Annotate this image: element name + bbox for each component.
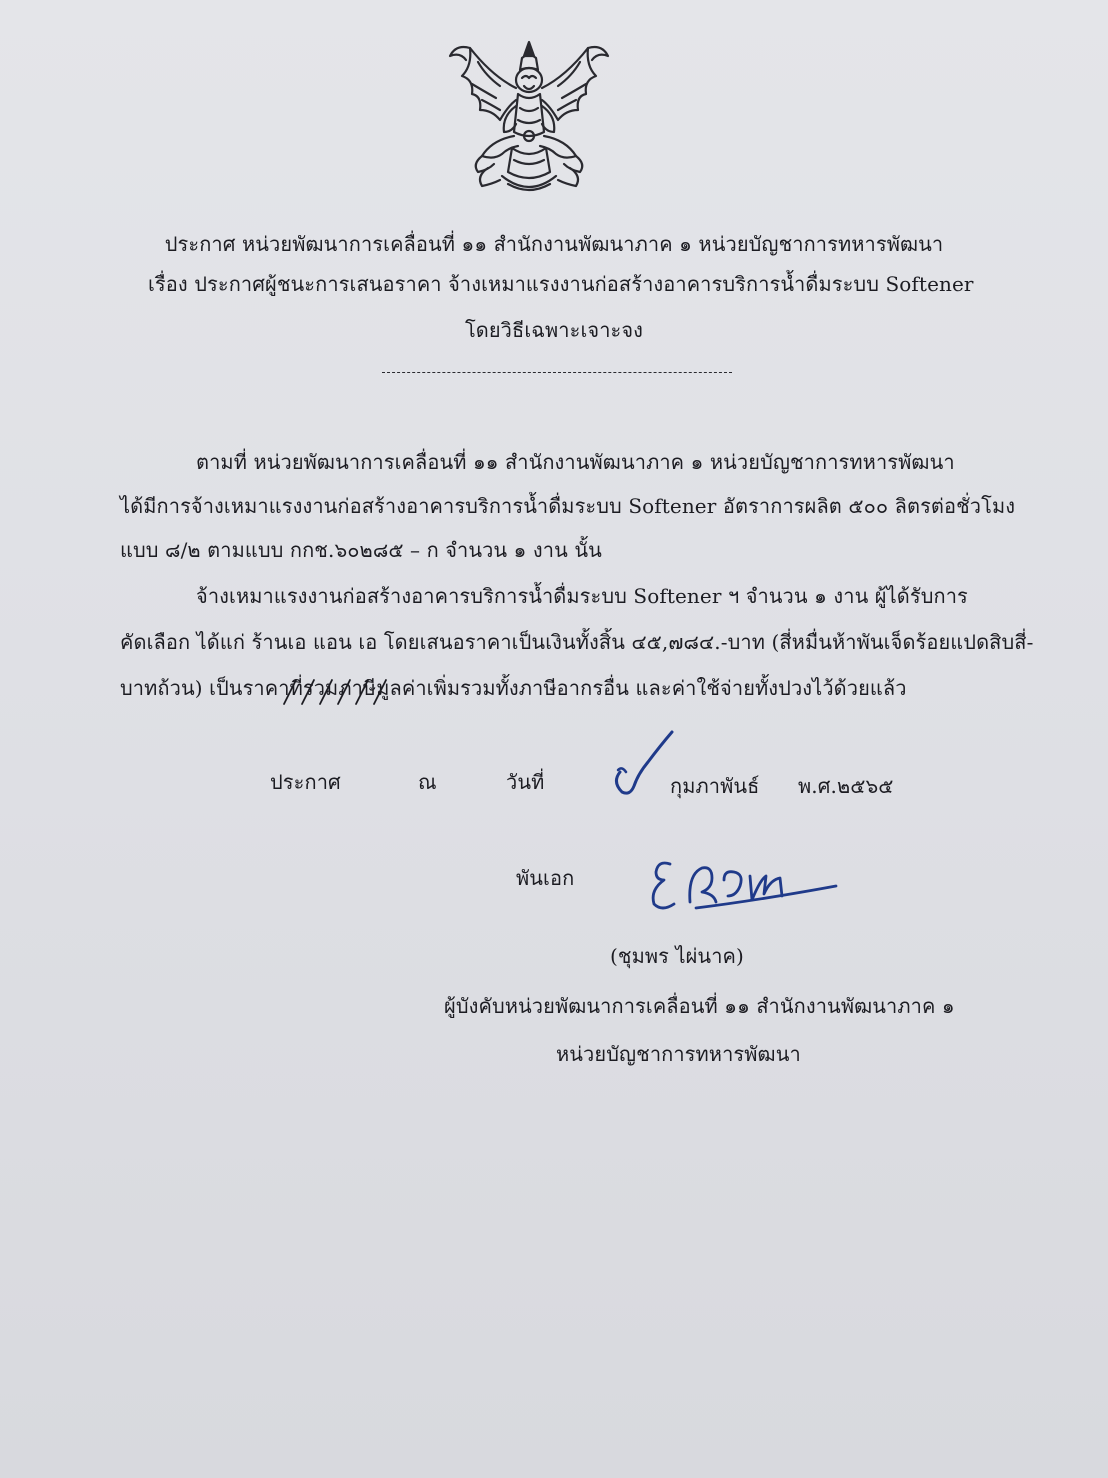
strike-through-marks <box>280 676 390 708</box>
handwritten-signature <box>640 850 850 920</box>
method-line: โดยวิธีเฉพาะเจาะจง <box>464 318 644 342</box>
paragraph-2-line-3-start: บาทถ้วน) เป็นราคาที่รวม <box>120 676 339 700</box>
date-year: พ.ศ.๒๕๖๕ <box>798 774 894 798</box>
signatory-position-line-2: หน่วยบัญชาการทหารพัฒนา <box>556 1042 801 1066</box>
paragraph-1-line-2: ได้มีการจ้างเหมาแรงงานก่อสร้างอาคารบริการน้ำดื่มระบบ Softener อัตราการผลิต ๕๐๐ ลิตรต่อชั่วโมง <box>120 494 1016 518</box>
paragraph-2-line-3 <box>120 674 907 702</box>
struck-vat-text: ภาษีมูลค่าเพิ่ม <box>338 676 461 700</box>
signatory-name: (ชุมพร ไผ่นาค) <box>610 944 744 968</box>
handwritten-day-number <box>600 726 680 806</box>
date-month: กุมภาพันธ์ <box>670 774 760 798</box>
signatory-rank: พันเอก <box>516 866 575 890</box>
paragraph-1-line-1: ตามที่ หน่วยพัฒนาการเคลื่อนที่ ๑๑ สำนักงานพัฒนาภาค ๑ หน่วยบัญชาการทหารพัฒนา <box>196 450 955 474</box>
date-announce-label: ประกาศ <box>270 770 341 794</box>
paragraph-2-line-2: คัดเลือก ได้แก่ ร้านเอ แอน เอ โดยเสนอราคาเป็นเงินทั้งสิ้น ๔๕,๗๘๔.-บาท (สี่หมื่นห้าพันเจ็ดร้อยแปดสิบสี่- <box>120 630 1034 654</box>
paragraph-2-line-1: จ้างเหมาแรงงานก่อสร้างอาคารบริการน้ำดื่มระบบ Softener ฯ จำนวน ๑ งาน ผู้ได้รับการ <box>196 584 968 608</box>
announcement-title-line: ประกาศ หน่วยพัฒนาการเคลื่อนที่ ๑๑ สำนักงานพัฒนาภาค ๑ หน่วยบัญชาการทหารพัฒนา <box>164 232 944 256</box>
paragraph-1-line-3: แบบ ๘/๒ ตามแบบ กกช.๖๐๒๘๕ – ก จำนวน ๑ งาน นั้น <box>120 538 602 562</box>
garuda-emblem-icon <box>442 36 616 200</box>
date-day-label: วันที่ <box>506 770 545 794</box>
subject-line: เรื่อง ประกาศผู้ชนะการเสนอราคา จ้างเหมาแรงงานก่อสร้างอาคารบริการน้ำดื่มระบบ Softener <box>148 272 974 296</box>
paragraph-2-line-3-end: รวมทั้งภาษีอากรอื่น และค่าใช้จ่ายทั้งปวงไว้ด้วยแล้ว <box>460 676 907 700</box>
signatory-position-line-1: ผู้บังคับหน่วยพัฒนาการเคลื่อนที่ ๑๑ สำนักงานพัฒนาภาค ๑ <box>444 994 955 1018</box>
separator-divider <box>382 372 732 373</box>
date-at-label: ณ <box>418 770 437 794</box>
